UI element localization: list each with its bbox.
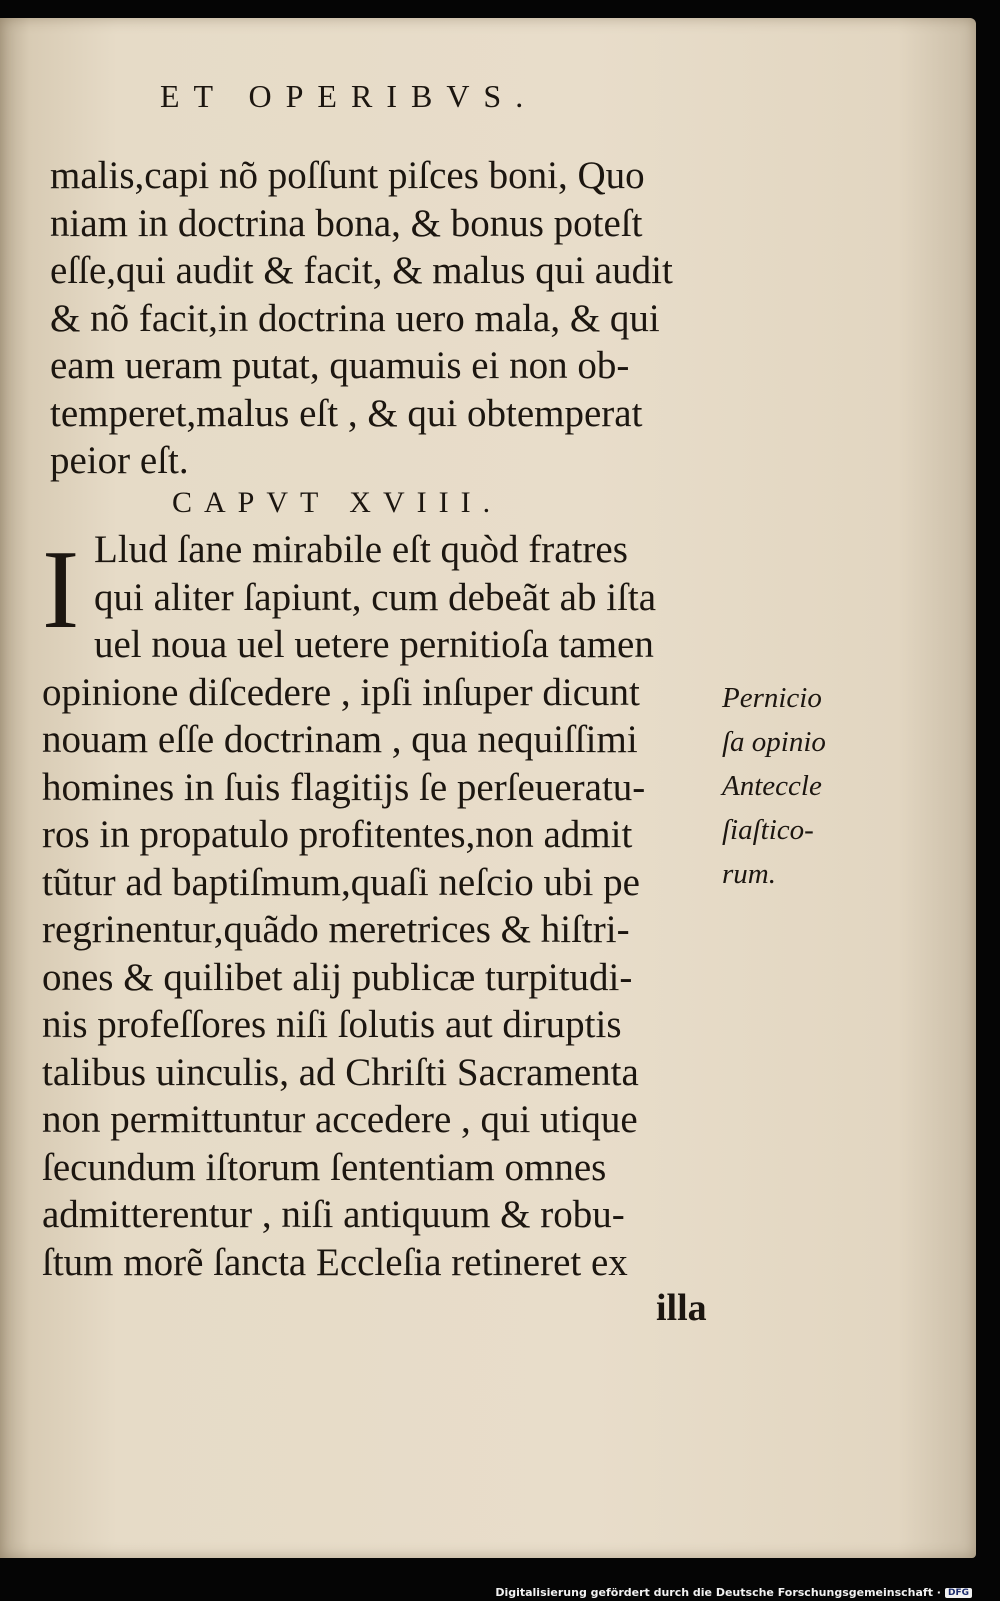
text-line: nouam eſſe doctrinam , qua nequiſſimi bbox=[42, 718, 638, 761]
text-line: nis profeſſores niſi ſolutis aut diruptis bbox=[42, 1003, 622, 1046]
text-line: ros in propatulo profitentes,non admit bbox=[42, 813, 633, 856]
text-line: tũtur ad baptiſmum,quaſi neſcio ubi pe bbox=[42, 860, 640, 904]
margin-note-line: ſa opinio bbox=[722, 726, 826, 758]
text-line: non permittuntur accedere , qui utique bbox=[42, 1098, 638, 1141]
drop-cap: I bbox=[42, 528, 80, 652]
text-block-top bbox=[50, 152, 730, 485]
text-line: uel noua uel uetere pernitioſa tamen bbox=[94, 623, 654, 666]
book-page bbox=[0, 18, 976, 1558]
text-line: qui aliter ſapiunt, cum debeãt ab iſta bbox=[94, 575, 657, 619]
margin-note-line: Pernicio bbox=[722, 682, 822, 714]
margin-note-line: Anteccle bbox=[722, 770, 822, 802]
text-line: ſtum morẽ ſancta Eccleſia retineret ex bbox=[42, 1240, 628, 1284]
text-line: admitterentur , niſi antiquum & robu- bbox=[42, 1193, 625, 1236]
running-head: ET OPERIBVS. bbox=[160, 78, 538, 114]
text-block-body bbox=[42, 526, 732, 1286]
text-line: ſecundum iſtorum ſententiam omnes bbox=[42, 1145, 607, 1189]
text-line: temperet,malus eſt , & qui obtemperat bbox=[50, 391, 643, 435]
catchword: illa bbox=[656, 1287, 707, 1329]
text-line: malis,capi nõ poſſunt piſces boni, Quo bbox=[50, 154, 645, 197]
text-line: niam in doctrina bona, & bonus poteſt bbox=[50, 201, 643, 245]
footer-text: Digitalisierung gefördert durch die Deutsche Forschungsgemeinschaft · bbox=[495, 1586, 941, 1599]
text-line: eam ueram putat, quamuis ei non ob- bbox=[50, 344, 630, 387]
digitization-credit bbox=[495, 1586, 972, 1599]
text-line: Llud ſane mirabile eſt quòd fratres bbox=[94, 528, 628, 571]
text-line: opinione diſcedere , ipſi inſuper dicunt bbox=[42, 670, 640, 714]
dfg-logo: DFG bbox=[945, 1588, 972, 1598]
text-line: ones & quilibet alij publicæ turpitudi- bbox=[42, 955, 633, 999]
text-line: peior eſt. bbox=[50, 439, 189, 482]
margin-note-line: ſiaſtico- bbox=[722, 814, 814, 846]
text-line: eſſe,qui audit & facit, & malus qui audit bbox=[50, 249, 673, 292]
text-line: talibus uinculis, ad Chriſti Sacramenta bbox=[42, 1050, 639, 1094]
chapter-heading: CAPVT XVIII. bbox=[172, 486, 503, 519]
margin-note bbox=[722, 676, 862, 896]
text-line: regrinentur,quãdo meretrices & hiſtri- bbox=[42, 908, 630, 951]
margin-note-line: rum. bbox=[722, 858, 776, 890]
text-line: & nõ facit,in doctrina uero mala, & qui bbox=[50, 296, 660, 340]
text-line: homines in ſuis flagitijs ſe perſeueratu- bbox=[42, 765, 646, 809]
